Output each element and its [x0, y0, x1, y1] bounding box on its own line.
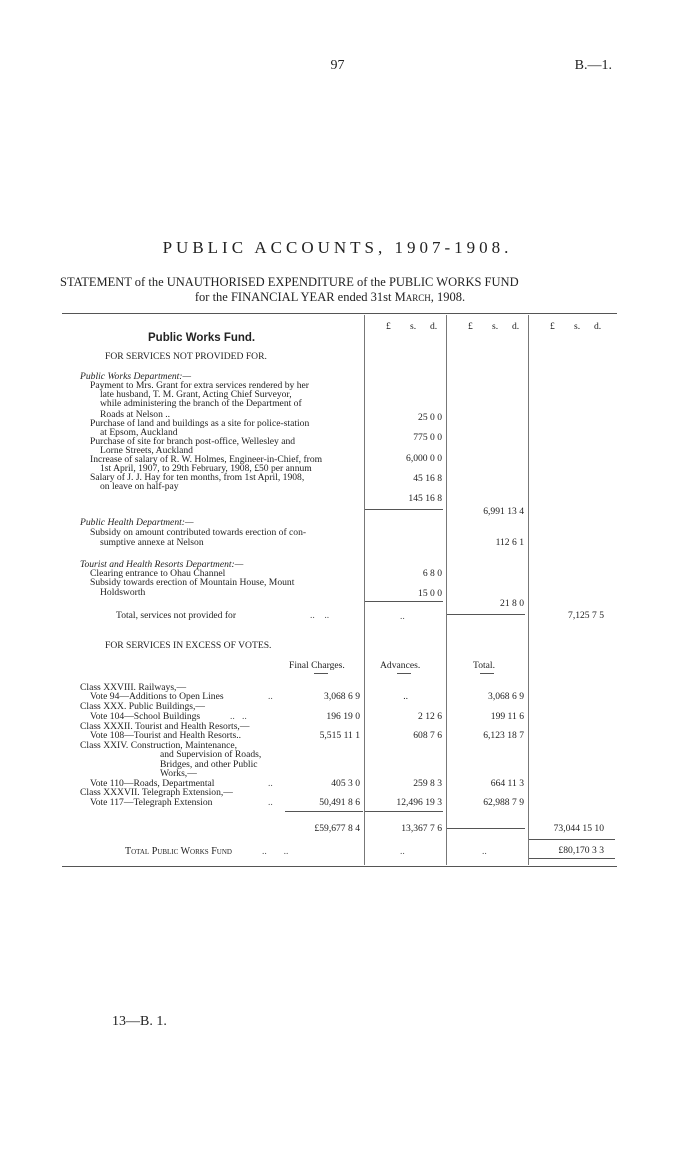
col1-pence: d.: [430, 321, 438, 332]
leader-dots: ..: [268, 797, 273, 808]
section-title: Public Works Fund.: [148, 332, 256, 344]
leader-dots: ..: [268, 778, 273, 789]
not-provided-heading: FOR SERVICES NOT PROVIDED FOR.: [105, 351, 267, 362]
excess-line: Class XXVIII. Railways,—: [80, 682, 187, 693]
grand-total-double-rule: [529, 858, 615, 859]
page-number: 97: [330, 58, 345, 73]
thr-line: Subsidy towards erection of Mountain House, Mount: [90, 577, 295, 588]
pwd-line: Increase of salary of R. W. Holmes, Engineer-in-Chief, from: [90, 454, 323, 465]
col2-pence: d.: [512, 321, 520, 332]
thr-line: Clearing entrance to Ohau Channel: [90, 568, 226, 579]
grand-total-value: £80,170 3 3: [558, 845, 604, 856]
phd-line: sumptive annexe at Nelson: [100, 537, 204, 548]
phd-label: Public Health Department:—: [80, 517, 194, 528]
excess-line: Bridges, and other Public: [160, 759, 258, 770]
leader-dots: .. ..: [262, 846, 289, 857]
excess-sum-rule-final: [285, 811, 363, 812]
col-divider-1: [364, 315, 365, 865]
phd-amount: 112 6 1: [495, 537, 524, 548]
pwd-line: late husband, T. M. Grant, Acting Chief Surveyor,: [100, 389, 292, 400]
excess-total: 3,068 6 9: [488, 691, 524, 702]
excess-sum-final: £59,677 8 4: [314, 823, 360, 834]
excess-line: Vote 117—Telegraph Extension: [90, 797, 213, 808]
leader-dots: ..: [400, 611, 405, 622]
not-provided-total-value: 7,125 7 5: [568, 610, 604, 621]
thr-subtotal-rule: [365, 601, 443, 602]
excess-line: Vote 104—School Buildings: [90, 711, 201, 722]
pwd-amount: 775 0 0: [413, 432, 442, 443]
table-bottom-rule: [62, 866, 617, 867]
col1-pound: £: [386, 321, 391, 332]
excess-total: 62,988 7 9: [483, 797, 524, 808]
phd-line: Subsidy on amount contributed towards erection of con-: [90, 527, 307, 538]
leader-dots: .. ..: [230, 711, 247, 722]
pwd-line: at Epsom, Auckland: [100, 427, 178, 438]
pwd-line: 1st April, 1907, to 29th February, 1908, £50 per annum: [100, 463, 312, 474]
statement-month: March: [394, 290, 431, 304]
excess-final: 50,491 8 6: [319, 797, 360, 808]
statement-line-1: STATEMENT of the UNAUTHORISED EXPENDITURE of the PUBLIC WORKS FUND: [60, 275, 519, 289]
excess-total: 664 11 3: [490, 778, 524, 789]
grand-total-label: Total Public Works Fund: [125, 846, 232, 857]
footer-reference: 13—B. 1.: [112, 1014, 167, 1029]
not-provided-rule: [447, 614, 525, 615]
col2-pound: £: [468, 321, 473, 332]
col-underline: [480, 673, 494, 674]
col-underline: [397, 673, 411, 674]
pwd-line: Lorne Streets, Auckland: [100, 445, 193, 456]
col1-shilling: s.: [410, 321, 417, 332]
pwd-amount: 25 0 0: [418, 412, 442, 423]
statement-line-2-post: , 1908.: [430, 290, 466, 304]
excess-sum-rule-total: [447, 828, 525, 829]
excess-line: Class XXXVII. Telegraph Extension,—: [80, 787, 233, 798]
thr-line: Holdsworth: [100, 587, 146, 598]
pwd-line: while administering the branch of the Department of: [100, 398, 302, 409]
excess-line: Vote 94—Additions to Open Lines: [90, 691, 224, 702]
excess-advances: 12,496 19 3: [396, 797, 442, 808]
leader-dots: .. ..: [310, 610, 330, 621]
excess-final: 5,515 11 1: [319, 730, 360, 741]
pwd-line: Purchase of site for branch post-office, Wellesley and: [90, 436, 296, 447]
excess-sum-rule-advances: [365, 811, 443, 812]
col3-shilling: s.: [574, 321, 581, 332]
excess-line: Works,—: [160, 768, 197, 779]
excess-advances: ..: [403, 691, 408, 702]
pwd-subtotal-rule: [365, 509, 443, 510]
excess-col-advances: Advances.: [380, 660, 421, 671]
col-divider-2: [446, 315, 447, 865]
pwd-amount: 145 16 8: [408, 493, 442, 504]
excess-line: Class XXX. Public Buildings,—: [80, 701, 205, 712]
col3-pound: £: [550, 321, 555, 332]
leader-dots: ..: [268, 691, 273, 702]
pwd-line: Roads at Nelson ..: [100, 409, 171, 420]
excess-total: 6,123 18 7: [483, 730, 524, 741]
excess-line: Class XXXII. Tourist and Health Resorts,—: [80, 721, 250, 732]
statement-line-2: [0, 290, 660, 305]
excess-total: 199 11 6: [490, 711, 524, 722]
excess-line: Class XXIV. Construction, Maintenance,: [80, 740, 238, 751]
page-title: PUBLIC ACCOUNTS, 1907-1908.: [162, 238, 513, 257]
col2-shilling: s.: [492, 321, 499, 332]
pwd-line: Salary of J. J. Hay for ten months, from 1st April, 1908,: [90, 472, 305, 483]
excess-final: 196 19 0: [326, 711, 360, 722]
not-provided-total-label: Total, services not provided for: [116, 610, 237, 621]
thr-amount: 6 8 0: [422, 568, 442, 579]
pwd-amount: 6,000 0 0: [406, 453, 442, 464]
table-top-rule: [62, 313, 617, 314]
leader-dots: ..: [482, 846, 487, 857]
document-reference: B.—1.: [574, 58, 612, 73]
leader-dots: ..: [400, 846, 405, 857]
grand-total-rule: [529, 839, 615, 840]
col-divider-3: [528, 315, 529, 865]
excess-line: Vote 108—Tourist and Health Resorts..: [90, 730, 242, 741]
pwd-line: on leave on half-pay: [100, 481, 179, 492]
statement-line-2-pre: for the FINANCIAL YEAR ended 31st: [194, 290, 395, 304]
excess-advances: 2 12 6: [418, 711, 442, 722]
excess-col-final: Final Charges.: [289, 660, 345, 671]
col-underline: [314, 673, 328, 674]
excess-heading: FOR SERVICES IN EXCESS OF VOTES.: [105, 640, 272, 651]
thr-amount: 15 0 0: [418, 588, 442, 599]
pwd-total: 6,991 13 4: [483, 506, 524, 517]
excess-final: 3,068 6 9: [324, 691, 360, 702]
excess-advances: 259 8 3: [413, 778, 442, 789]
excess-advances: 608 7 6: [413, 730, 442, 741]
thr-label: Tourist and Health Resorts Department:—: [80, 559, 244, 570]
excess-final: 405 3 0: [331, 778, 360, 789]
excess-col-total: Total.: [473, 660, 495, 671]
excess-sum-total: 73,044 15 10: [553, 823, 604, 834]
pwd-amount: 45 16 8: [413, 473, 442, 484]
excess-sum-advances: 13,367 7 6: [401, 823, 442, 834]
pwd-label: Public Works Department:—: [80, 371, 192, 382]
pwd-line: Purchase of land and buildings as a site for police-station: [90, 418, 310, 429]
col3-pence: d.: [594, 321, 602, 332]
excess-line: and Supervision of Roads,: [160, 749, 262, 760]
excess-line: Vote 110—Roads, Departmental: [90, 778, 215, 789]
pwd-line: Payment to Mrs. Grant for extra services rendered by her: [90, 380, 309, 391]
thr-total: 21 8 0: [500, 598, 524, 609]
